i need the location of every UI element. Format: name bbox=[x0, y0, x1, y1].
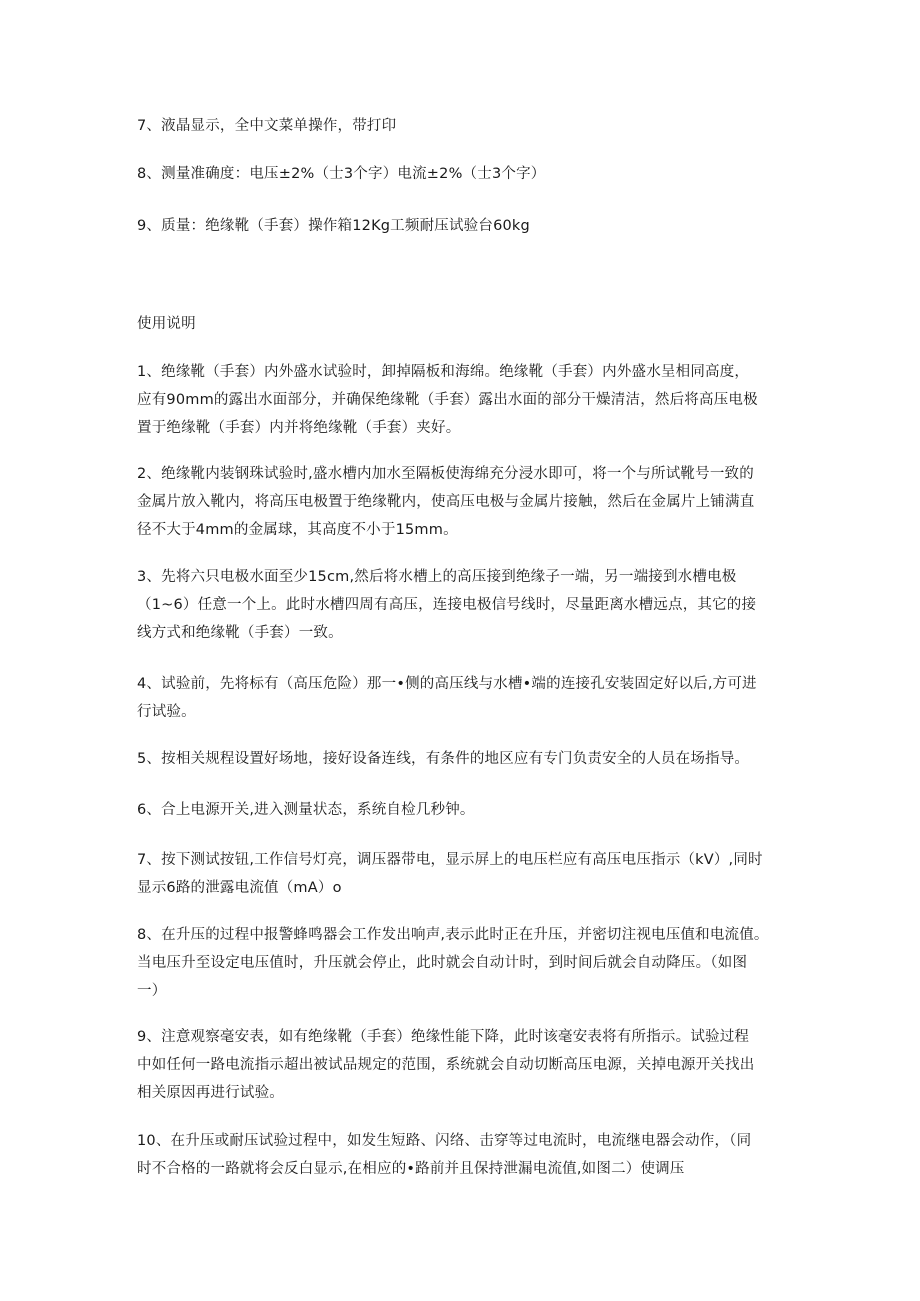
instruction-line: 2、绝缘靴内装钢珠试验时,盛水槽内加水至隔板使海绵充分浸水即可，将一个与所试靴号一致的 bbox=[137, 466, 754, 482]
instruction-line: 线方式和绝缘靴（手套）一致。 bbox=[137, 625, 343, 641]
spec-line: 8、测量准确度：电压±2%（士3个字）电流±2%（士3个字） bbox=[137, 166, 546, 182]
instruction-item-8 bbox=[137, 921, 787, 1005]
instruction-item-7 bbox=[137, 846, 787, 902]
spec-line: 7、液晶显示，全中文菜单操作，带打印 bbox=[137, 118, 397, 134]
spec-item-8 bbox=[137, 160, 787, 188]
spec-item-7 bbox=[137, 112, 787, 140]
instruction-item-4 bbox=[137, 670, 787, 726]
instruction-line: 10、在升压或耐压试验过程中，如发生短路、闪络、击穿等过电流时，电流继电器会动作，（同 bbox=[137, 1133, 752, 1149]
instruction-line: 金属片放入靴内，将高压电极置于绝缘靴内，使高压电极与金属片接触，然后在金属片上铺满直 bbox=[137, 494, 755, 510]
instruction-line: 应有90mm的露出水面部分，并确保绝缘靴（手套）露出水面的部分干燥清洁，然后将高压电极 bbox=[137, 392, 758, 408]
instruction-item-1 bbox=[137, 358, 787, 442]
instruction-line: 置于绝缘靴（手套）内并将绝缘靴（手套）夹好。 bbox=[137, 420, 461, 436]
instruction-line: 7、按下测试按钮,工作信号灯亮，调压器带电，显示屏上的电压栏应有高压电压指示（kV）,同时 bbox=[137, 852, 763, 868]
instruction-item-5 bbox=[137, 745, 787, 773]
instruction-line: 相关原因再进行试验。 bbox=[137, 1085, 284, 1101]
instruction-item-3 bbox=[137, 563, 787, 647]
instruction-line: （1~6）任意一个上。此时水槽四周有高压，连接电极信号线时，尽量距离水槽远点，其它的接 bbox=[137, 597, 757, 613]
instruction-line: 一） bbox=[137, 983, 167, 999]
instruction-item-9 bbox=[137, 1023, 787, 1107]
instruction-line: 径不大于4mm的金属球，其高度不小于15mm。 bbox=[137, 522, 458, 538]
instruction-line: 显示6路的泄露电流值（mA）o bbox=[137, 880, 342, 896]
instruction-line: 6、合上电源开关,进入测量状态，系统自检几秒钟。 bbox=[137, 802, 475, 818]
instruction-line: 中如任何一路电流指示超出被试品规定的范围，系统就会自动切断高压电源，关掉电源开关找出 bbox=[137, 1057, 755, 1073]
instruction-line: 8、在升压的过程中报警蜂鸣器会工作发出响声,表示此时正在升压，并密切注视电压值和电流值。 bbox=[137, 927, 769, 943]
instruction-line: 5、按相关规程设置好场地，接好设备连线，有条件的地区应有专门负责安全的人员在场指导。 bbox=[137, 751, 750, 767]
section-title-text: 使用说明 bbox=[137, 316, 196, 332]
spec-item-9 bbox=[137, 212, 787, 240]
instruction-line: 时不合格的一路就将会反白显示,在相应的•路前并且保持泄漏电流值,如图二）使调压 bbox=[137, 1161, 685, 1177]
instruction-line: 3、先将六只电极水面至少15cm,然后将水槽上的高压接到绝缘子一端，另一端接到水槽电极 bbox=[137, 569, 737, 585]
spec-line: 9、质量：绝缘靴（手套）操作箱12Kg工频耐压试验台60kg bbox=[137, 218, 530, 234]
instruction-item-6 bbox=[137, 796, 787, 824]
instruction-line: 当电压升至设定电压值时，升压就会停止，此时就会自动计时，到时间后就会自动降压。（如图 bbox=[137, 955, 748, 971]
section-title bbox=[137, 310, 787, 338]
instruction-line: 4、试验前，先将标有（高压危险）那一•侧的高压线与水槽•端的连接孔安装固定好以后,方可进 bbox=[137, 676, 757, 692]
instruction-line: 9、注意观察毫安表，如有绝缘靴（手套）绝缘性能下降，此时该毫安表将有所指示。试验过程 bbox=[137, 1029, 750, 1045]
instruction-line: 行试验。 bbox=[137, 704, 196, 720]
instruction-item-10 bbox=[137, 1127, 787, 1183]
instruction-item-2 bbox=[137, 460, 787, 544]
instruction-line: 1、绝缘靴（手套）内外盛水试验时，卸掉隔板和海绵。绝缘靴（手套）内外盛水呈相同高度， bbox=[137, 364, 750, 380]
